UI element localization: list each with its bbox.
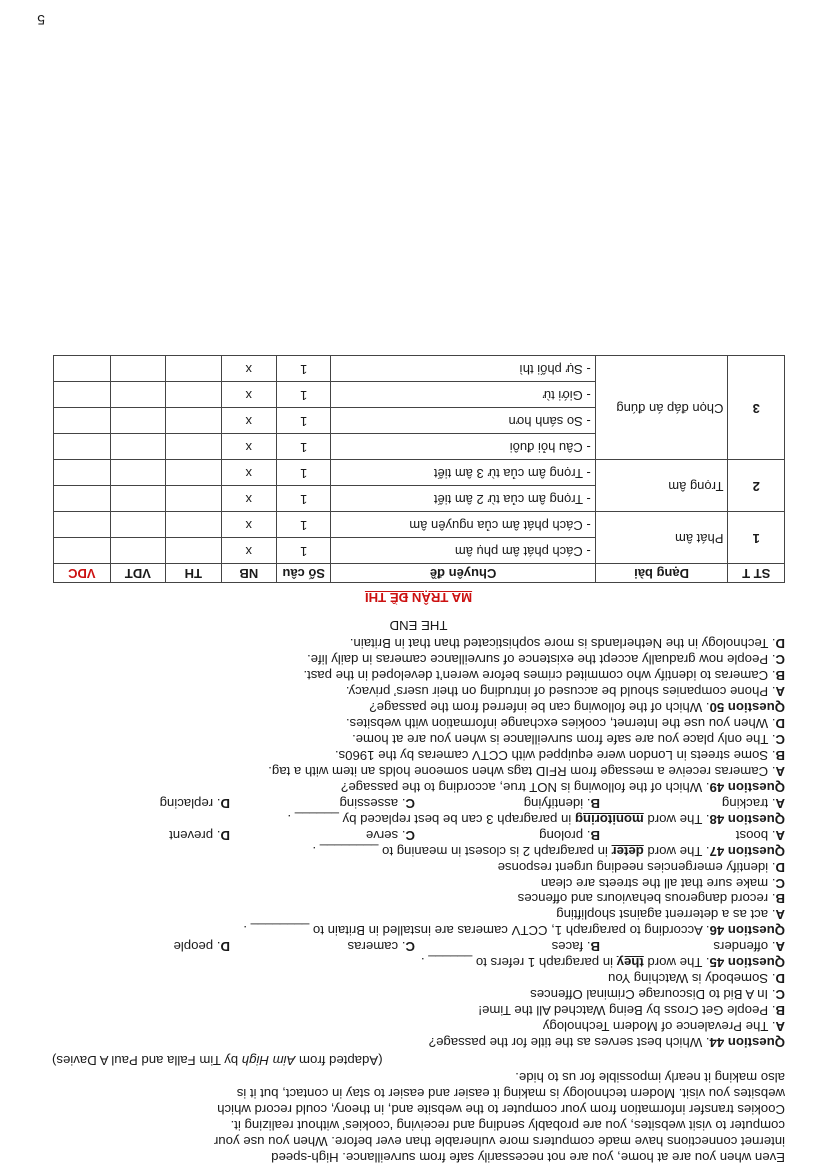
vdt-cell [110,408,165,434]
table-row [54,538,785,564]
topic-cell: - Sự phối thì [331,356,595,382]
exam-matrix-table [53,355,785,583]
option-45c[interactable]: C. cameras [347,939,415,955]
option-47c[interactable]: C. serve [365,827,415,843]
topic-cell: - Trọng âm của từ 3 âm tiết [331,460,595,486]
table-row [54,434,785,460]
option-46b[interactable]: B. record dangerous behaviours and offences [517,891,785,907]
topic-cell: - Giới từ [331,382,595,408]
count-cell: 1 [277,538,331,564]
option-47a[interactable]: A. boost [735,827,785,843]
option-49b[interactable]: B. Some streets in London were equipped with CCTV cameras by the 1960s. [334,747,785,763]
option-49a[interactable]: A. Cameras receive a message from RFID tags when someone holds an item with a tag. [268,763,785,779]
option-50c[interactable]: C. People now gradually accept the existence of surveillance cameras in daily life. [307,651,785,667]
option-46a[interactable]: A. act as a deterrent against shoplifting [556,907,785,923]
option-48c[interactable]: C. assessing [339,795,415,811]
th-cell [166,382,221,408]
options-row-47 [52,827,785,843]
options-row-48 [52,795,785,811]
option-45a[interactable]: A. offenders [713,939,785,955]
topic-cell: - Cách phát âm phụ âm [331,538,595,564]
option-44c[interactable]: C. In A Bid to Discourage Criminal Offences [530,987,785,1003]
underlined-word: they [616,955,644,971]
count-cell: 1 [277,512,331,538]
options-row-45 [52,938,785,954]
option-48d[interactable]: D. replacing [159,795,230,811]
th-cell [166,538,221,564]
th-cell [166,434,221,460]
passage-source: (Adapted from Aim High by Tim Falla and Paul A Davies) [52,1053,383,1069]
vdc-cell [54,460,111,486]
vdt-cell [110,486,165,512]
option-49c[interactable]: C. The only place you are safe from surveillance is when you are at home. [352,731,785,747]
vdc-cell [54,512,111,538]
type-cell: Phát âm [595,512,728,564]
question-47: Question 47. The word deter in paragraph 2 is closest in meaning to ________ . [312,843,785,859]
vdt-cell [110,356,165,382]
passage-paragraph [52,1069,785,1165]
option-47b[interactable]: B. prolong [539,827,600,843]
vdt-cell [110,434,165,460]
nb-cell: x [221,486,276,512]
option-46d[interactable]: D. identify emergencies needing urgent response [497,859,785,875]
stt-cell: 1 [728,512,785,564]
passage-line: Cookies transfer information from your computer to the website and, in theory, could record which [217,1102,785,1118]
option-50b[interactable]: B. Cameras to identify who commited crimes before weren’t developed in the past. [303,667,785,683]
topic-cell: - Trọng âm của từ 2 âm tiết [331,486,595,512]
underlined-word: monitoring [574,811,644,827]
option-47d[interactable]: D. prevent [169,827,230,843]
page-number: 5 [37,12,45,28]
option-49d[interactable]: D. When you use the Internet, cookies exchange information with websites. [345,715,785,731]
th-cell [166,408,221,434]
option-45b[interactable]: B. faces [551,939,600,955]
count-cell: 1 [277,356,331,382]
vdt-cell [110,460,165,486]
passage-line: websites you visit. Modern technology is making it easier and easier to stay in contact, but it is [236,1086,785,1102]
passage-line: also making it nearly impossible for us to hide. [515,1070,785,1086]
option-44d[interactable]: D. Somebody is Watching You [608,971,785,987]
stt-cell: 3 [728,356,785,460]
vdc-cell [54,486,111,512]
nb-cell: x [221,538,276,564]
option-44a[interactable]: A. The Prevalence of Modern Technology [542,1019,785,1035]
th-cell [166,460,221,486]
type-cell: Chọn đáp án đúng [595,356,728,460]
matrix-title: MA TRẬN ĐỀ THI [364,590,473,606]
source-book-title: Aim High [241,1053,296,1069]
document-body [52,355,785,1165]
question-48: Question 48. The word monitoring in paragraph 3 can be best replaced by ______ . [287,811,785,827]
question-49: Question 49. Which of the following is NOT true, according to the passage? [341,779,785,795]
header-vdc: VDC [54,564,111,583]
header-stt: ST T [728,564,785,583]
question-44: Question 44. Which best serves as the title for the passage? [428,1035,785,1051]
question-45: Question 45. The word they in paragraph 1 refers to ______ . [420,955,785,971]
passage-line: Even when you are at home, you are not necessarily safe from surveillance. High-speed [271,1150,785,1165]
header-count: Số câu [277,564,331,583]
nb-cell: x [221,460,276,486]
nb-cell: x [221,434,276,460]
nb-cell: x [221,408,276,434]
th-cell [166,512,221,538]
the-end-label: THE END [389,618,448,634]
option-50a[interactable]: A. Phone companies should be accused of intruding on their users’ privacy. [345,683,785,699]
matrix-header-row [54,564,785,583]
count-cell: 1 [277,408,331,434]
header-nb: NB [221,564,276,583]
vdc-cell [54,408,111,434]
count-cell: 1 [277,460,331,486]
topic-cell: - Câu hỏi đuôi [331,434,595,460]
option-46c[interactable]: C. make sure that all the streets are clean [540,875,785,891]
nb-cell: x [221,382,276,408]
question-46: Question 46. According to paragraph 1, CCTV cameras are installed in Britain to ________ . [243,923,785,939]
option-45d[interactable]: D. people [173,939,230,955]
vdt-cell [110,538,165,564]
option-44b[interactable]: B. People Get Cross by Being Watched All the Time! [478,1003,785,1019]
topic-cell: - So sánh hơn [331,408,595,434]
header-type: Dạng bài [595,564,728,583]
vdt-cell [110,382,165,408]
stt-cell: 2 [728,460,785,512]
type-cell: Trọng âm [595,460,728,512]
passage-line: computer to visit websites, you are probably sending and receiving ‘cookies’ without realizing it. [230,1118,785,1134]
header-th: TH [166,564,221,583]
vdc-cell [54,382,111,408]
option-48b[interactable]: B. identifying [523,795,600,811]
topic-cell: - Cách phát âm của nguyên âm [331,512,595,538]
th-cell [166,356,221,382]
table-row [54,486,785,512]
vdc-cell [54,356,111,382]
vdc-cell [54,538,111,564]
option-50d[interactable]: D. Technology in the Netherlands is more sophisticated than that in Britain. [349,636,785,651]
vdt-cell [110,512,165,538]
underlined-word: deter [611,843,644,859]
count-cell: 1 [277,382,331,408]
passage-line: internet connections have made computers more vulnerable than ever before. When you use your [213,1134,785,1150]
header-vdt: VDT [110,564,165,583]
question-50: Question 50. Which of the following can be inferred from the passage? [369,699,785,715]
th-cell [166,486,221,512]
nb-cell: x [221,512,276,538]
count-cell: 1 [277,486,331,512]
count-cell: 1 [277,434,331,460]
option-48a[interactable]: A. tracking [721,795,785,811]
nb-cell: x [221,356,276,382]
vdc-cell [54,434,111,460]
header-topic: Chuyên đề [331,564,595,583]
